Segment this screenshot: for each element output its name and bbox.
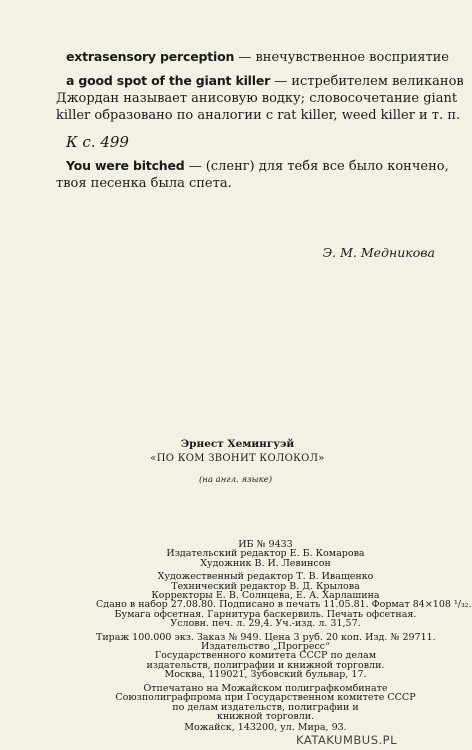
colophon-line: Отпечатано на Можайском полиграфкомбинате xyxy=(143,682,388,694)
colophon-line: Художник В. И. Левинсон xyxy=(200,557,331,569)
glossary-notes xyxy=(56,48,464,260)
book-title: «ПО КОМ ЗВОНИТ КОЛОКОЛ» xyxy=(150,453,325,464)
book-imprint xyxy=(0,438,435,485)
note-term: You were bitched xyxy=(66,158,185,173)
colophon-line: Союзполиграфпрома при Государственном комитете СССР xyxy=(115,692,416,704)
colophon-line: издательств, полиграфии и книжной торговли. xyxy=(146,659,385,671)
note-text: — внечувственное восприятие xyxy=(234,50,450,65)
page-reference: К с. 499 xyxy=(66,133,129,151)
note-extrasensory xyxy=(66,48,450,66)
note-text-line: твоя песенка была спета. xyxy=(56,176,232,191)
note-text: — (сленг) для тебя все было кончено, xyxy=(184,159,449,174)
note-text-line: killer образовано по аналогии с rat killer, weed killer и т. п. xyxy=(56,108,461,123)
colophon-line: Издательский редактор Е. Б. Комарова xyxy=(166,548,365,560)
note-bitched xyxy=(56,157,449,192)
book-author: Эрнест Хемингуэй xyxy=(180,438,295,450)
colophon-line: Сдано в набор 27.08.80. Подписано в печать 11.05.81. Формат 84×108 ¹/₃₂. xyxy=(96,599,472,611)
watermark: KATAKUMBUS.PL xyxy=(296,733,397,747)
colophon-line: ИБ № 9433 xyxy=(238,539,293,550)
colophon-line: Бумага офсетная. Гарнитура баскервиль. Печать офсетная. xyxy=(114,608,417,620)
colophon-line: Тираж 100.000 экз. Заказ № 949. Цена 3 руб. 20 коп. Изд. № 29711. xyxy=(96,631,436,643)
colophon-line: книжной торговли. xyxy=(216,710,315,722)
colophon-line: Можайск, 143200, ул. Мира, 93. xyxy=(184,722,347,734)
note-text: — истребителем великанов xyxy=(270,74,464,89)
note-giant-killer xyxy=(56,72,464,124)
colophon xyxy=(96,539,472,734)
colophon-line: Корректоры Е. В. Солнцева, Е. А. Харлашина xyxy=(151,590,380,602)
colophon-line: Условн. печ. л. 29,4. Уч.-изд. л. 31,57. xyxy=(170,618,361,630)
notes-author: Э. М. Медникова xyxy=(322,245,435,260)
colophon-line: Технический редактор В. Д. Крылова xyxy=(171,580,360,592)
colophon-line: Государственного комитета СССР по делам xyxy=(154,650,377,662)
note-text-line: Джордан называет анисовую водку; словосочетание giant xyxy=(56,91,458,106)
colophon-line: Москва, 119021, Зубовский бульвар, 17. xyxy=(164,669,367,681)
colophon-line: Художественный редактор Т. В. Иващенко xyxy=(157,571,374,583)
note-term: extrasensory perception xyxy=(66,49,235,64)
colophon-line: Издательство „Прогресс“ xyxy=(201,641,330,653)
note-term: a good spot of the giant killer xyxy=(66,73,271,88)
book-language: (на англ. языке) xyxy=(198,475,273,485)
colophon-line: по делам издательств, полиграфии и xyxy=(172,701,359,713)
